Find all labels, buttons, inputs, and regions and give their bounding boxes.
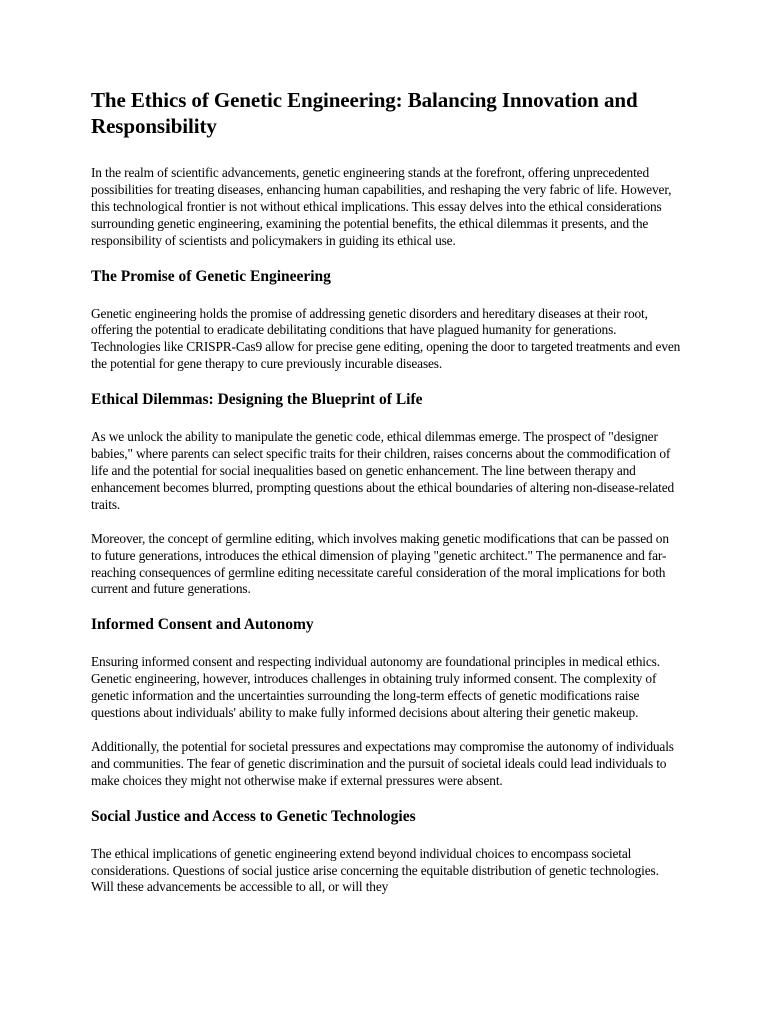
section-heading-promise: The Promise of Genetic Engineering [91, 267, 331, 285]
section-heading-justice: Social Justice and Access to Genetic Technologies [91, 807, 416, 825]
section-paragraph: The ethical implications of genetic engineering extend beyond individual choices to encompass societal considerations. Questions of social justice arise concerning the equitable distribution of genetic technologies. Will these advancements be accessible to all, or will they [91, 845, 659, 895]
section-paragraph: Genetic engineering holds the promise of addressing genetic disorders and hereditary diseases at their root, offering the potential to eradicate debilitating conditions that have plagued humanity for generations. Technologies like CRISPR-Cas9 allow for precise gene editing, opening the door to targeted treatments and even the potential for gene therapy to cure previously incurable diseases. [91, 305, 681, 372]
intro-paragraph: In the realm of scientific advancements, genetic engineering stands at the forefront, offering unprecedented possibilities for treating diseases, enhancing human capabilities, and reshaping the very fabric of life. However, this technological frontier is not without ethical implications. This essay delves into the ethical considerations surrounding genetic engineering, examining the potential benefits, the ethical dilemmas it presents, and the responsibility of scientists and policymakers in guiding its ethical use. [91, 165, 672, 248]
section-heading-dilemmas: Ethical Dilemmas: Designing the Blueprint of Life [91, 391, 423, 409]
section-paragraph: Ensuring informed consent and respecting individual autonomy are foundational principles in medical ethics. Genetic engineering, however, introduces challenges in obtaining truly informed consent. The complexity of genetic information and the uncertainties surrounding the long-term effects of genetic modifications raise questions about individuals' ability to make fully informed decisions about altering their genetic makeup. [91, 654, 660, 721]
document-title: The Ethics of Genetic Engineering: Balancing Innovation and Responsibility [91, 88, 638, 138]
section-heading-consent: Informed Consent and Autonomy [91, 616, 314, 634]
section-paragraph: Additionally, the potential for societal pressures and expectations may compromise the autonomy of individuals and communities. The fear of genetic discrimination and the pursuit of societal ideals could lead individuals to make choices they might not otherwise make if external pressures were absent. [91, 738, 674, 788]
document-page [91, 87, 681, 913]
section-paragraph: As we unlock the ability to manipulate the genetic code, ethical dilemmas emerge. The prospect of "designer babies," where parents can select specific traits for their children, raises concerns about the commodification of life and the potential for social inequalities based on genetic enhancement. The line between therapy and enhancement becomes blurred, prompting questions about the ethical boundaries of altering non-disease-related traits. [91, 429, 675, 512]
section-paragraph: Moreover, the concept of germline editing, which involves making genetic modifications that can be passed on to future generations, introduces the ethical dimension of playing "genetic architect." The permanence and far-reaching consequences of germline editing necessitate careful consideration of the moral implications for both current and future generations. [91, 530, 669, 597]
